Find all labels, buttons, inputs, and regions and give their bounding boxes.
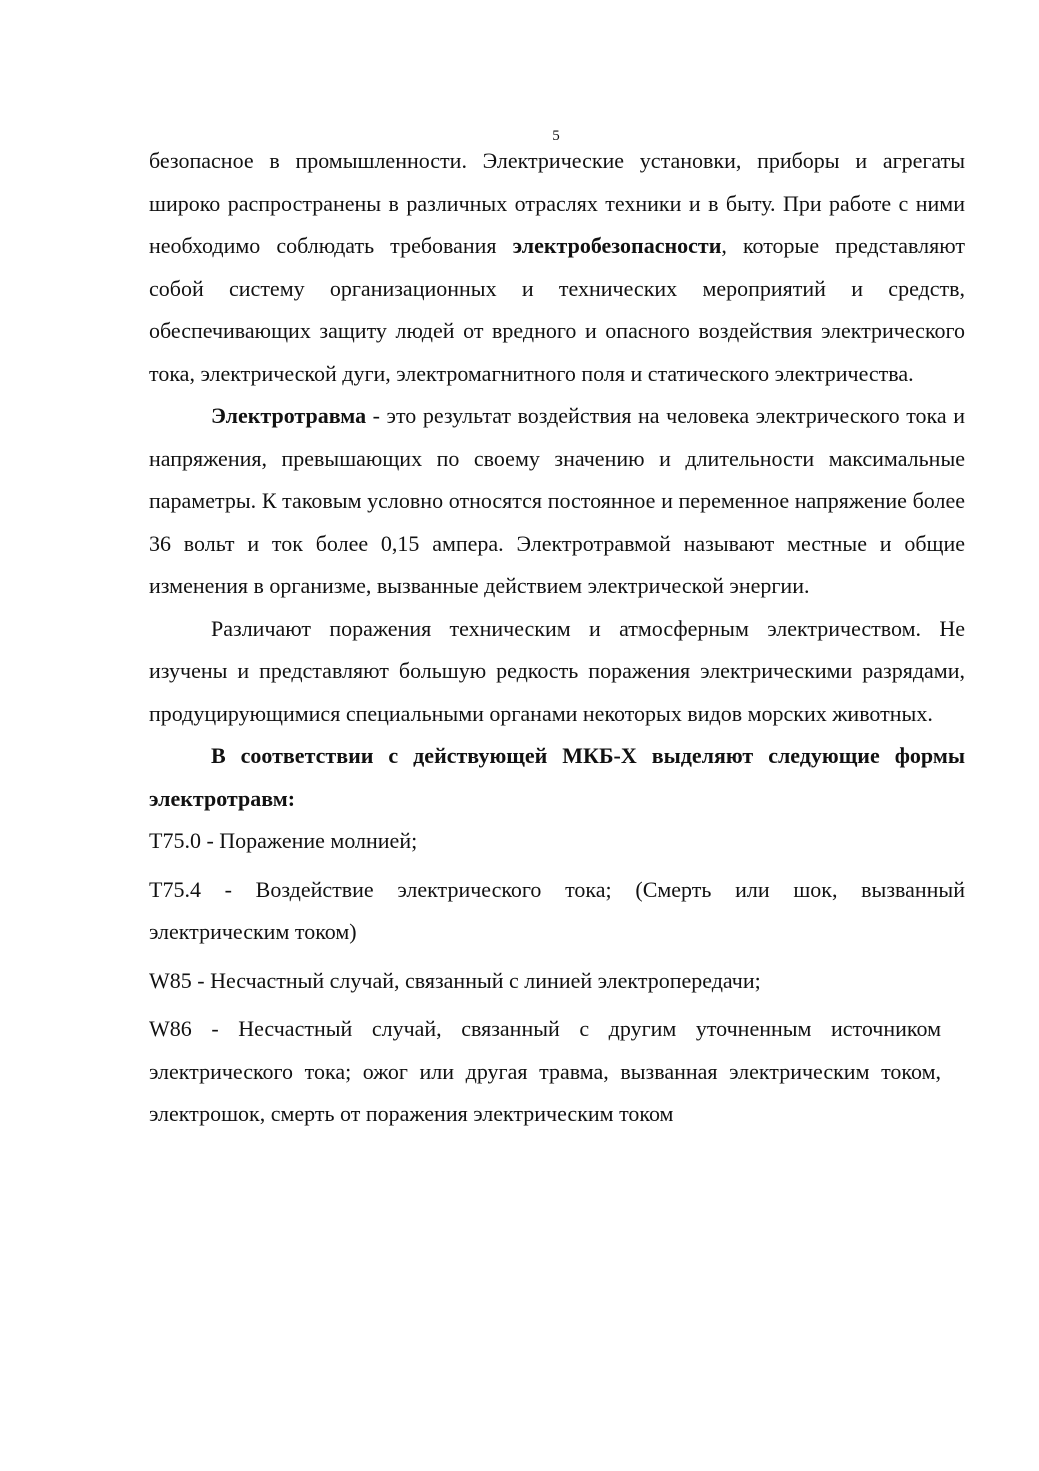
icd-code-item: Т75.4 - Воздействие электрического тока; (Смерть или шок, вызванный электрическим током) (149, 876, 965, 944)
heading-text: В соответствии с действующей МКБ-Х выделяют следующие формы электротравм: (149, 743, 965, 811)
bold-term-electrotrauma: Электротравма (211, 403, 367, 428)
paragraph-electrical-safety (149, 140, 965, 395)
icd-code-item: Т75.0 - Поражение молнией; (149, 828, 418, 853)
paragraph-text: безопасное в промышленности. Электрические установки, приборы и агрегаты широко распространены в различных отраслях техники и в быту. При работе с ними необходимо соблюдать требования (149, 148, 965, 258)
paragraph-text: , которые представляют собой систему организационных и технических мероприятий и средств, обеспечивающих защиту людей от вредного и опасного воздействия электрического тока, электрической дуги, электромагнитного поля и статического электричества. (149, 233, 965, 386)
icd-code-item: W85 - Несчастный случай, связанный с линией электропередачи; (149, 967, 761, 993)
paragraph-lesion-types (149, 608, 965, 736)
icd-code-item: W86 - Несчастный случай, связанный с другим уточненным источником электрического тока; ожог или другая травма, вызванная электрическим током, электрошок, смерть от поражения электрическим током (149, 1016, 941, 1126)
document-body (149, 140, 965, 1136)
section-heading-icd-forms (149, 735, 965, 820)
paragraph-text: Различают поражения техническим и атмосферным электричеством. Не изучены и представляют большую редкость поражения электрическими разрядами, продуцирующимися специальными органами некоторых видов морских животных. (149, 615, 965, 726)
bold-term-electrical-safety: электробезопасности (512, 233, 722, 258)
page-number: 5 (552, 128, 560, 144)
paragraph-text: - это результат воздействия на человека электрического тока и напряжения, превышающих по своему значению и длительности максимальные параметры. К таковым условно относятся постоянное и переменное напряжение более 36 вольт и ток более 0,15 ампера. Электротравмой называют местные и общие изменения в организме, вызванные действием электрической энергии. (149, 403, 965, 598)
paragraph-electrotrauma-definition (149, 395, 965, 608)
